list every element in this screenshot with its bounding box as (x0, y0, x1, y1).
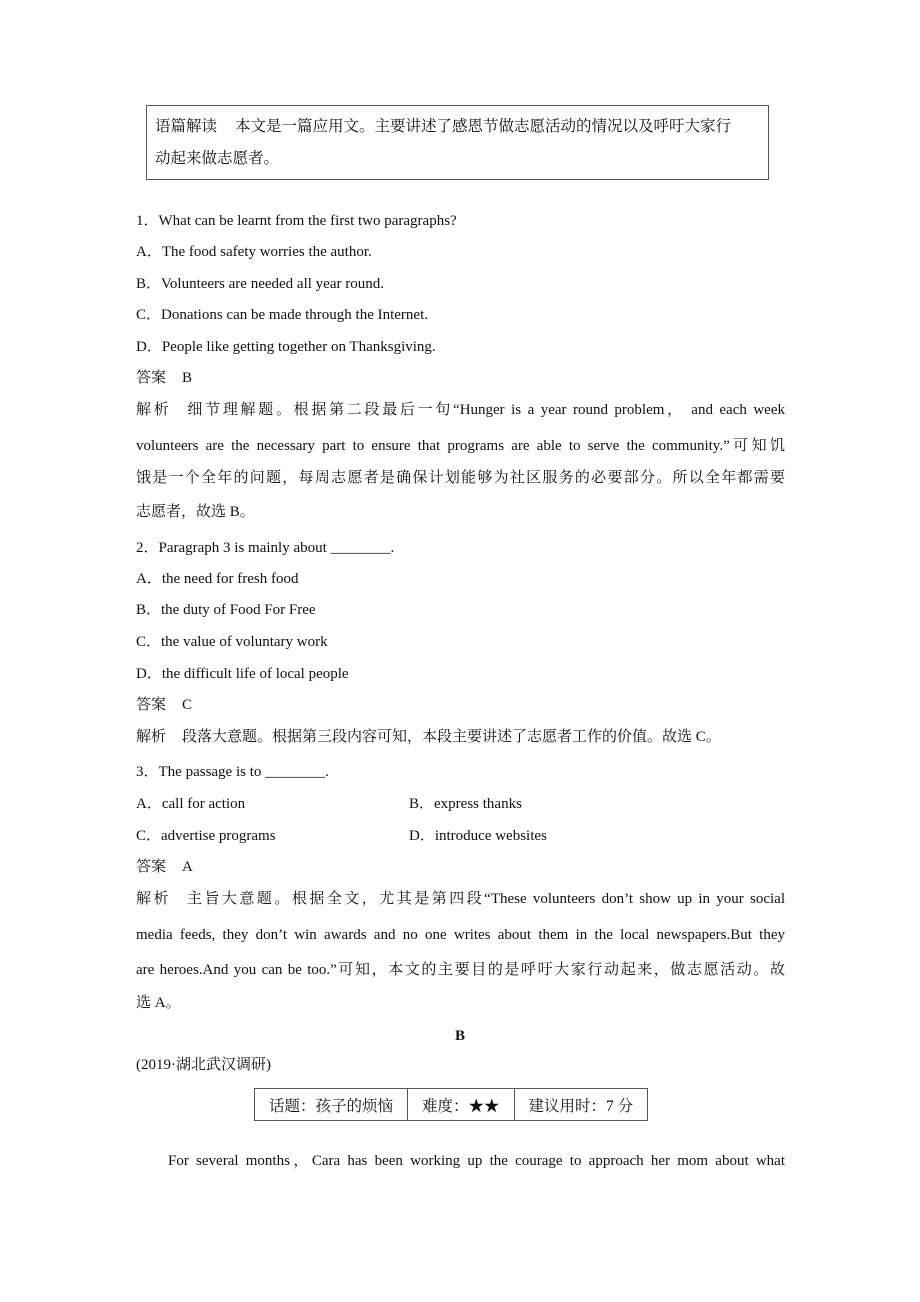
summary-box (146, 105, 769, 180)
line-text: C (182, 697, 193, 713)
line-text: D．the difficult life of local people (136, 666, 349, 682)
line-text: 饿是一个全年的问题，每周志愿者是确保计划能够为社区服务的必要部分。所以全年都需要 (136, 470, 785, 486)
source-note: (2019·湖北武汉调研) (136, 1057, 271, 1073)
summary-text: 本文是一篇应用文。主要讲述了感恩节做志愿活动的情况以及呼吁大家行 (235, 118, 732, 135)
line-text: volunteers are the necessary part to ensure that programs are able to serve the community.”可知饥 (136, 438, 785, 454)
text-line (136, 538, 394, 558)
line-text: 2．Paragraph 3 is mainly about ________. (136, 540, 395, 556)
analysis-line (136, 889, 785, 909)
text-line (136, 925, 785, 945)
text-line (136, 468, 785, 488)
line-text: A (182, 859, 193, 875)
line-text: B．the duty of Food For Free (136, 602, 316, 618)
line-text: 段落大意题。根据第三段内容可知，本段主要讲述了志愿者工作的价值。故选 C。 (182, 729, 721, 745)
summary-line-2: 动起来做志愿者。 (155, 150, 280, 167)
line-text: A．the need for fresh food (136, 571, 299, 587)
time-cell: 建议用时：7 分 (514, 1089, 648, 1121)
line-text: C．the value of voluntary work (136, 634, 328, 650)
text-line (136, 600, 316, 620)
text-line (136, 337, 436, 357)
section-title: B (454, 1028, 465, 1044)
text-line (136, 826, 276, 846)
summary-line-1 (155, 114, 731, 136)
text-line (136, 960, 785, 980)
summary-label: 语篇解读 (155, 118, 218, 135)
analysis-line (136, 400, 785, 420)
text-line (136, 569, 298, 589)
text-line (136, 993, 181, 1013)
text-line (136, 794, 245, 814)
line-text: 3．The passage is to ________. (136, 764, 329, 780)
text-line (136, 762, 329, 782)
line-label: 答案 (136, 859, 167, 875)
line-text: 1．What can be learnt from the first two paragraphs? (136, 213, 457, 229)
topic-cell: 话题：孩子的烦恼 (255, 1089, 408, 1121)
line-text: C．Donations can be made through the Internet. (136, 307, 429, 323)
line-label: 解析 (136, 729, 167, 745)
text-line (136, 211, 457, 231)
line-text: are heroes.And you can be too.”可知，本文的主要目的是呼吁大家行动起来，做志愿活动。故 (136, 962, 785, 978)
line-text: 细节理解题。根据第二段最后一句“Hunger is a year round problem， and each week (187, 402, 785, 418)
line-text: 选 A。 (136, 995, 181, 1011)
text-line (136, 436, 785, 456)
line-text: 志愿者，故选 B。 (136, 504, 255, 520)
line-text: B (182, 370, 193, 386)
text-line (136, 305, 428, 325)
line-label: 答案 (136, 370, 167, 386)
line-text: C．advertise programs (136, 828, 276, 844)
difficulty-cell: 难度：★★ (408, 1089, 515, 1121)
passage-first-line: For several months，Cara has been working up the courage to approach her mom about what (168, 1153, 785, 1169)
option-right: B．express thanks (409, 796, 522, 812)
answer-line (136, 368, 192, 388)
answer-line (136, 857, 193, 877)
line-text: A．The food safety worries the author. (136, 244, 372, 260)
line-text: 主旨大意题。根据全文，尤其是第四段“These volunteers don’t show up in your social (186, 891, 785, 907)
option-right: D．introduce websites (409, 828, 547, 844)
line-text: D．People like getting together on Thanksgiving. (136, 339, 436, 355)
line-text: A．call for action (136, 796, 246, 812)
text-line (136, 502, 255, 522)
line-text: B．Volunteers are needed all year round. (136, 276, 384, 292)
text-line (136, 664, 349, 684)
text-line (136, 632, 328, 652)
passage-meta-table (254, 1088, 648, 1121)
text-line (136, 242, 372, 262)
line-text: media feeds, they don’t win awards and no one writes about them in the local newspapers.But they (136, 927, 785, 943)
text-line (136, 274, 384, 294)
analysis-line (136, 727, 721, 747)
line-label: 解析 (136, 402, 172, 418)
answer-line (136, 695, 192, 715)
line-label: 答案 (136, 697, 167, 713)
line-label: 解析 (136, 891, 171, 907)
